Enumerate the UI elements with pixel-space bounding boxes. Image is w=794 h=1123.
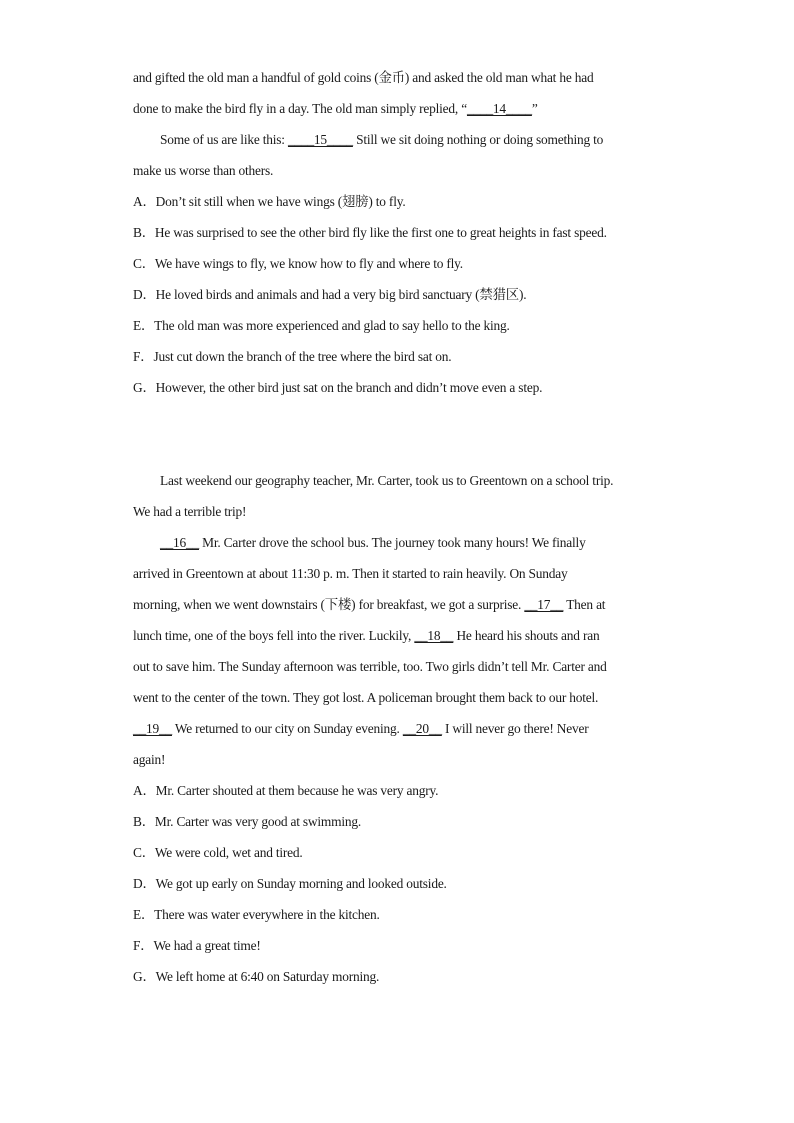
passage1-line-3-after: Still we sit doing nothing or doing something to <box>352 132 604 147</box>
passage1-line-3-text: Some of us are like this: <box>160 132 288 147</box>
passage2-line-10: again! <box>133 752 166 767</box>
passage2-line-9-mid: We returned to our city on Sunday evening. <box>171 721 403 736</box>
passage1-line-4: make us worse than others. <box>133 163 274 178</box>
passage2-line-6-after: He heard his shouts and ran <box>453 628 600 643</box>
option2-e: E．There was water everywhere in the kitchen. <box>133 907 380 922</box>
passage2-line-5-before: morning, when we went downstairs (下楼) for breakfast, we got a surprise. <box>133 597 525 612</box>
blank-16[interactable]: __16__ <box>160 535 199 550</box>
quote-close: ” <box>531 101 538 116</box>
option2-a: A．Mr. Carter shouted at them because he was very angry. <box>133 783 439 798</box>
blank-18[interactable]: __18__ <box>414 628 454 643</box>
passage2-line-1: Last weekend our geography teacher, Mr. Carter, took us to Greentown on a school trip. <box>160 473 614 488</box>
passage1-line-1: and gifted the old man a handful of gold coins (金币) and asked the old man what he had <box>133 70 594 85</box>
option1-c: C．We have wings to fly, we know how to fly and where to fly. <box>133 256 463 271</box>
blank-20[interactable]: __20__ <box>402 721 442 736</box>
passage2-line-6 <box>133 620 663 651</box>
passage2-line-6-before: lunch time, one of the boys fell into the river. Luckily, <box>133 628 415 643</box>
passage2-line-7: out to save him. The Sunday afternoon was terrible, too. Two girls didn’t tell Mr. Carter and <box>133 659 607 674</box>
passage1-line-3 <box>133 124 663 155</box>
passage2-line-2: We had a terrible trip! <box>133 504 247 519</box>
option1-b: B．He was surprised to see the other bird fly like the first one to great heights in fast speed. <box>133 225 607 240</box>
passage2-line-8: went to the center of the town. They got lost. A policeman brought them back to our hotel. <box>133 690 599 705</box>
option2-g: G．We left home at 6:40 on Saturday morning. <box>133 969 380 984</box>
passage1-line-2 <box>133 93 663 124</box>
passage2-line-3 <box>133 527 663 558</box>
option1-g: G．However, the other bird just sat on the branch and didn’t move even a step. <box>133 380 543 395</box>
passage1-line-2-text: done to make the bird fly in a day. The old man simply replied, “ <box>133 101 467 116</box>
option1-a: A．Don’t sit still when we have wings (翅膀) to fly. <box>133 194 406 209</box>
passage2-line-5 <box>133 589 663 620</box>
blank-14[interactable]: ____14____ <box>466 101 532 116</box>
blank-19[interactable]: __19__ <box>133 721 172 736</box>
document-content <box>133 62 663 992</box>
blank-17[interactable]: __17__ <box>524 597 564 612</box>
passage2-line-9-after: I will never go there! Never <box>441 721 589 736</box>
option2-f: F．We had a great time! <box>133 938 261 953</box>
option1-e: E．The old man was more experienced and glad to say hello to the king. <box>133 318 510 333</box>
section-gap <box>133 403 663 465</box>
option2-d: D．We got up early on Sunday morning and looked outside. <box>133 876 447 891</box>
option2-b: B．Mr. Carter was very good at swimming. <box>133 814 361 829</box>
option1-f: F．Just cut down the branch of the tree where the bird sat on. <box>133 349 452 364</box>
option1-d: D．He loved birds and animals and had a very big bird sanctuary (禁猎区). <box>133 287 527 302</box>
blank-15[interactable]: ____15____ <box>287 132 353 147</box>
option2-c: C．We were cold, wet and tired. <box>133 845 303 860</box>
passage2-line-5-after: Then at <box>563 597 606 612</box>
passage2-line-9 <box>133 713 663 744</box>
passage2-line-4: arrived in Greentown at about 11:30 p. m. Then it started to rain heavily. On Sunday <box>133 566 568 581</box>
passage2-line-3-after: Mr. Carter drove the school bus. The journey took many hours! We finally <box>198 535 586 550</box>
